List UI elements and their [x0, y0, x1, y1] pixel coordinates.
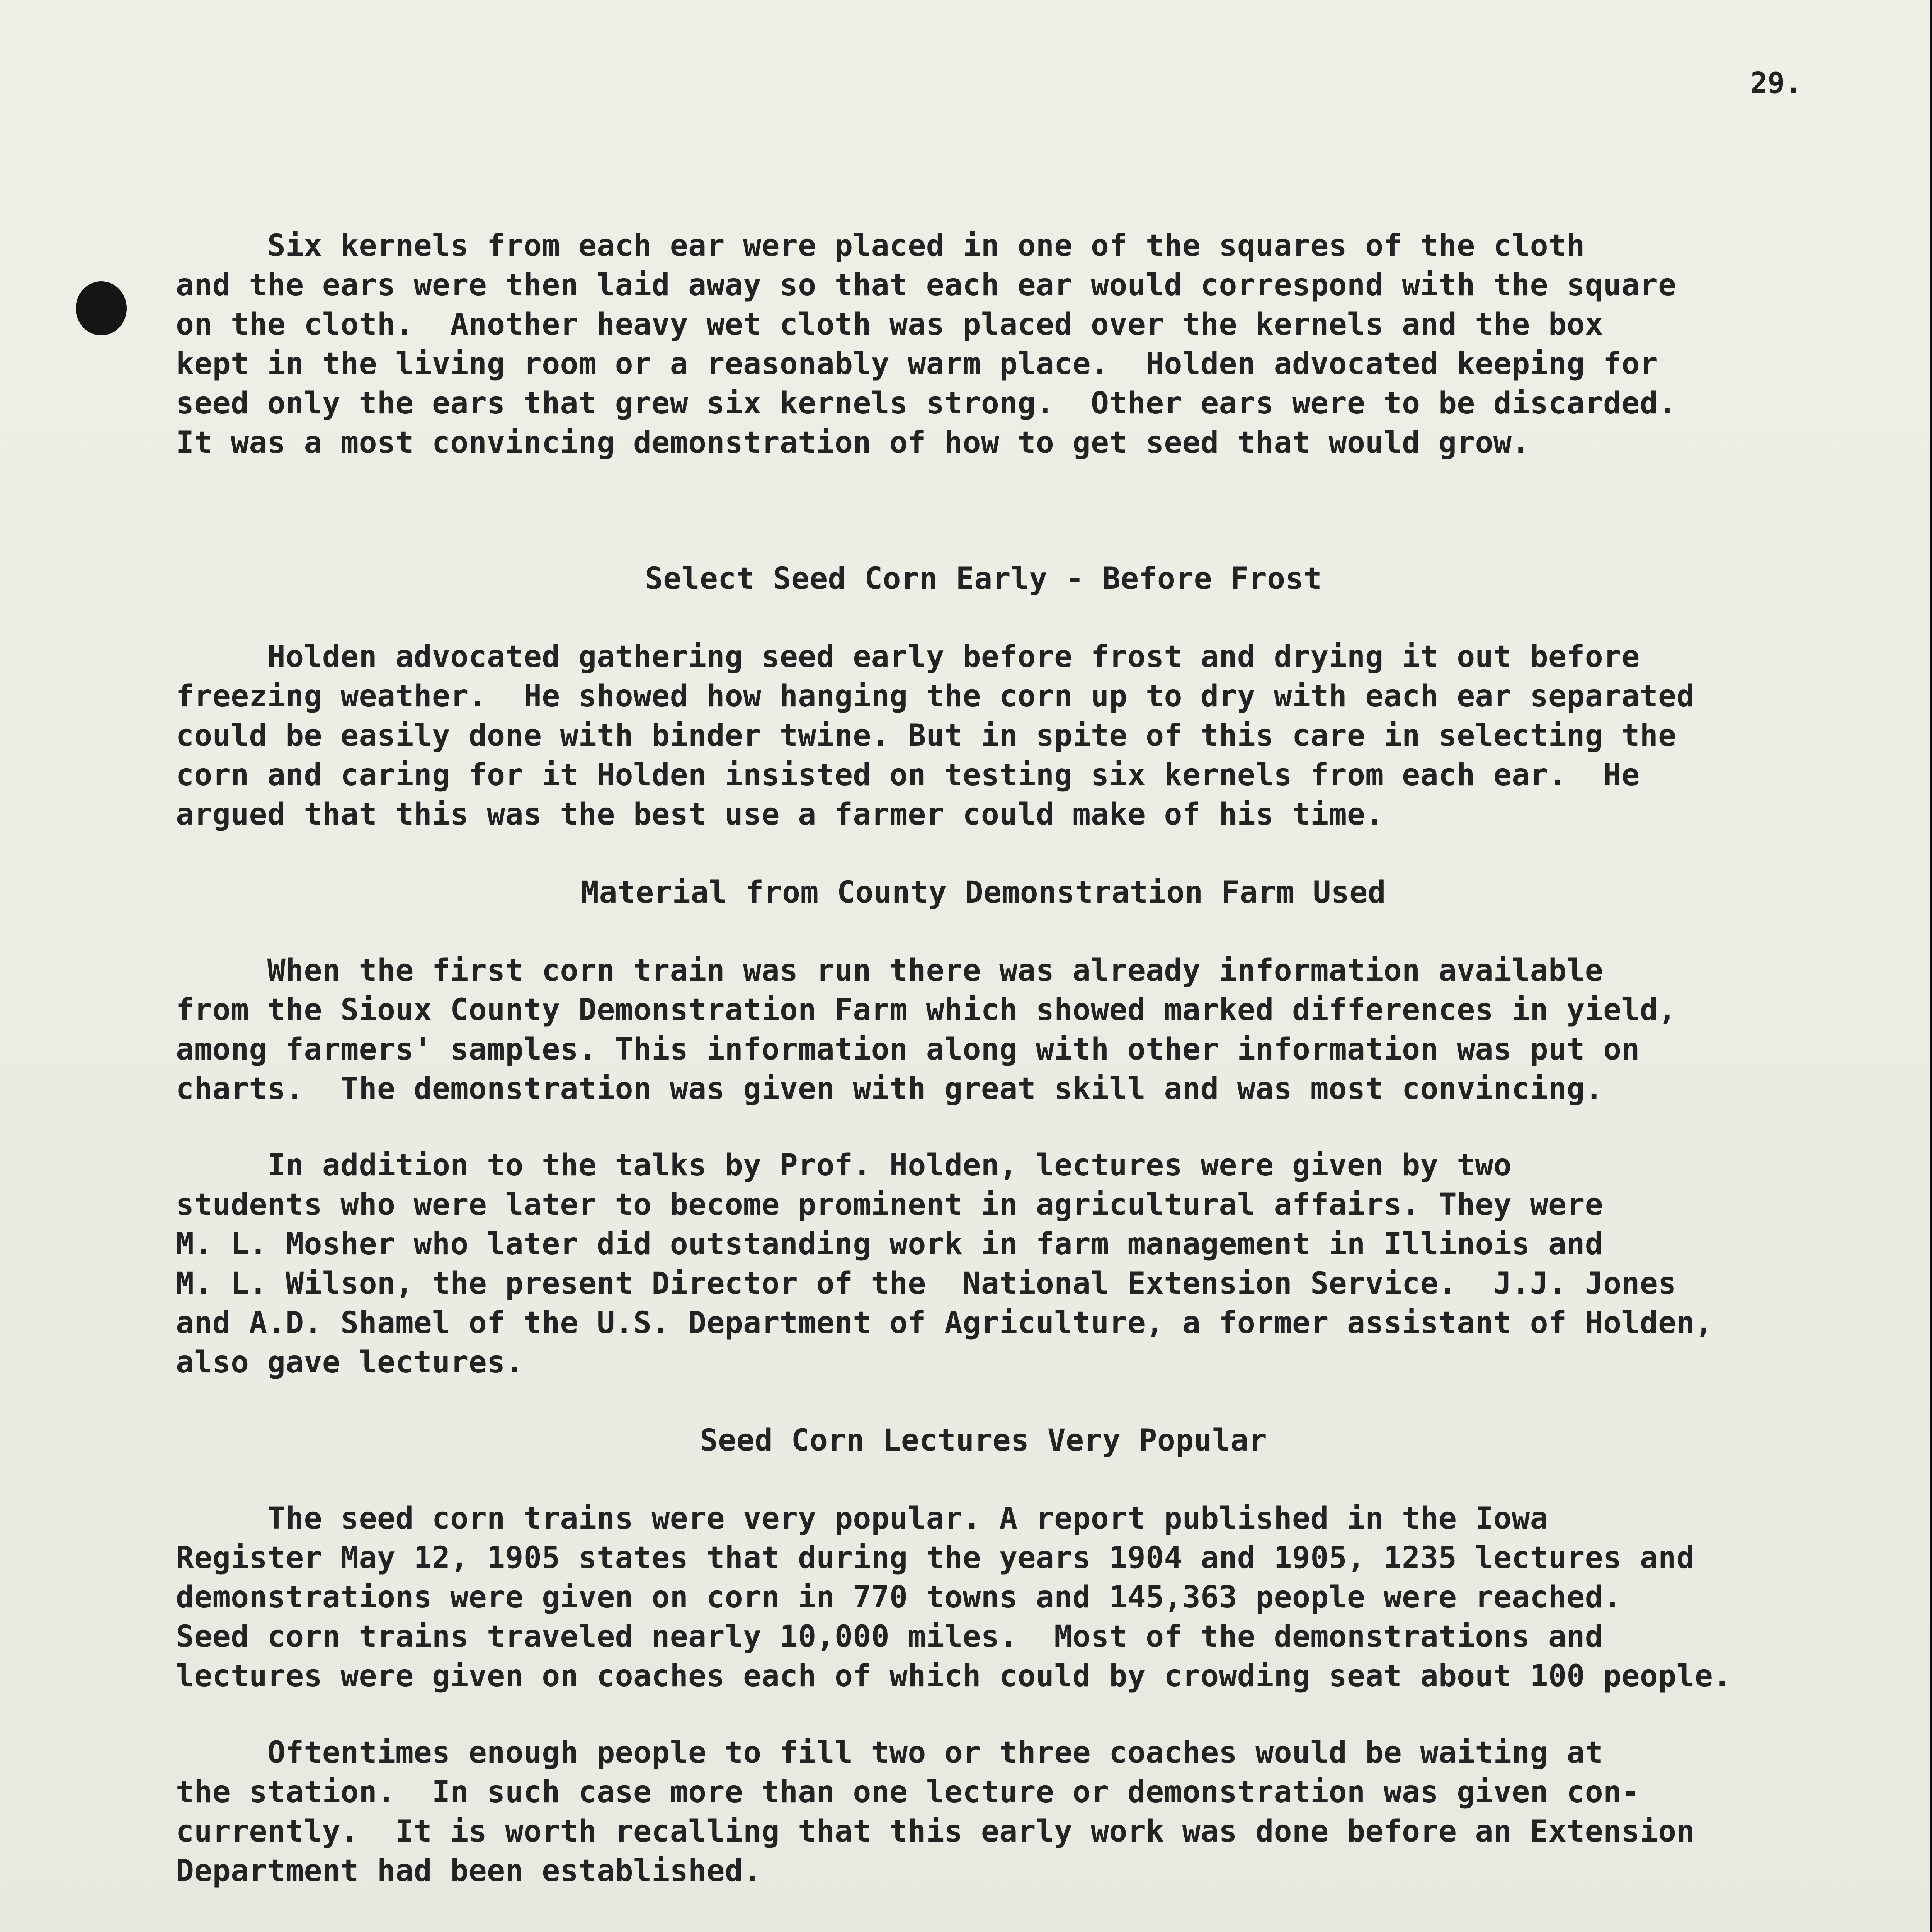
- paragraph-seed-testing: Six kernels from each ear were placed in one of the squares of the cloth and the ears were then laid away so that each ear would correspond with the square on the cloth. Another heavy wet cloth was placed over the kernels and the box kept in the living room or a reasonably warm place. Holden advocated keeping for seed only the ears that grew six kernels strong. Other ears were to be discarded. It was a most convincing demonstration of how to get seed that would grow.: [176, 228, 1677, 460]
- paragraph-first-corn-train: When the first corn train was run there was already information available from the Sioux County Demonstration Farm which showed marked differences in yield, among farmers' samples. This information along with other information was put on charts. The demonstration was given with great skill and was most convincing.: [176, 953, 1677, 1106]
- paragraph-report-statistics: The seed corn trains were very popular. A report published in the Iowa Register May 12, 1905 states that during the years 1904 and 1905, 1235 lectures and demonstrations were given on corn in 770 towns and 145,363 people were reached. Seed corn trains traveled nearly 10,000 miles. Most of the demonstrations and lectures were given on coaches each of which could by crowding seat about 100 people.: [176, 1501, 1731, 1694]
- section-heading-lectures-popular: Seed Corn Lectures Very Popular: [699, 1423, 1267, 1458]
- paragraph-crowds: Oftentimes enough people to fill two or three coaches would be waiting at the station. In such case more than one lecture or demonstration was given con- currently. It is worth recalling that this early work was done before an Extension Department had been established.: [176, 1735, 1695, 1888]
- paragraph-gathering-seed: Holden advocated gathering seed early before frost and drying it out before freezing weather. He showed how hanging the corn up to dry with each ear separated could be easily done with binder twine. But in spite of this care in selecting the corn and caring for it Holden insisted on testing six kernels from each ear. He argued that this was the best use a farmer could make of his time.: [176, 639, 1695, 832]
- section-heading-select-seed: Select Seed Corn Early - Before Frost: [645, 561, 1322, 596]
- section-heading-demonstration-farm: Material from County Demonstration Farm Used: [581, 875, 1386, 910]
- document-body: [176, 226, 1806, 1932]
- section-heading-first-effort: [176, 1929, 1791, 1932]
- paragraph-lecturers: In addition to the talks by Prof. Holden, lectures were given by two students who were later to become prominent in agricultural affairs. They were M. L. Mosher who later did outstanding work in farm management in Illinois and M. L. Wilson, the present Director of the National Extension Service. J.J. Jones and A.D. Shamel of the U.S. Department of Agriculture, a former assistant of Holden, also gave lectures.: [176, 1148, 1713, 1380]
- scan-edge-right: [1930, 0, 1932, 1932]
- punch-hole-icon: [76, 281, 127, 335]
- page-number: 29.: [1750, 66, 1802, 100]
